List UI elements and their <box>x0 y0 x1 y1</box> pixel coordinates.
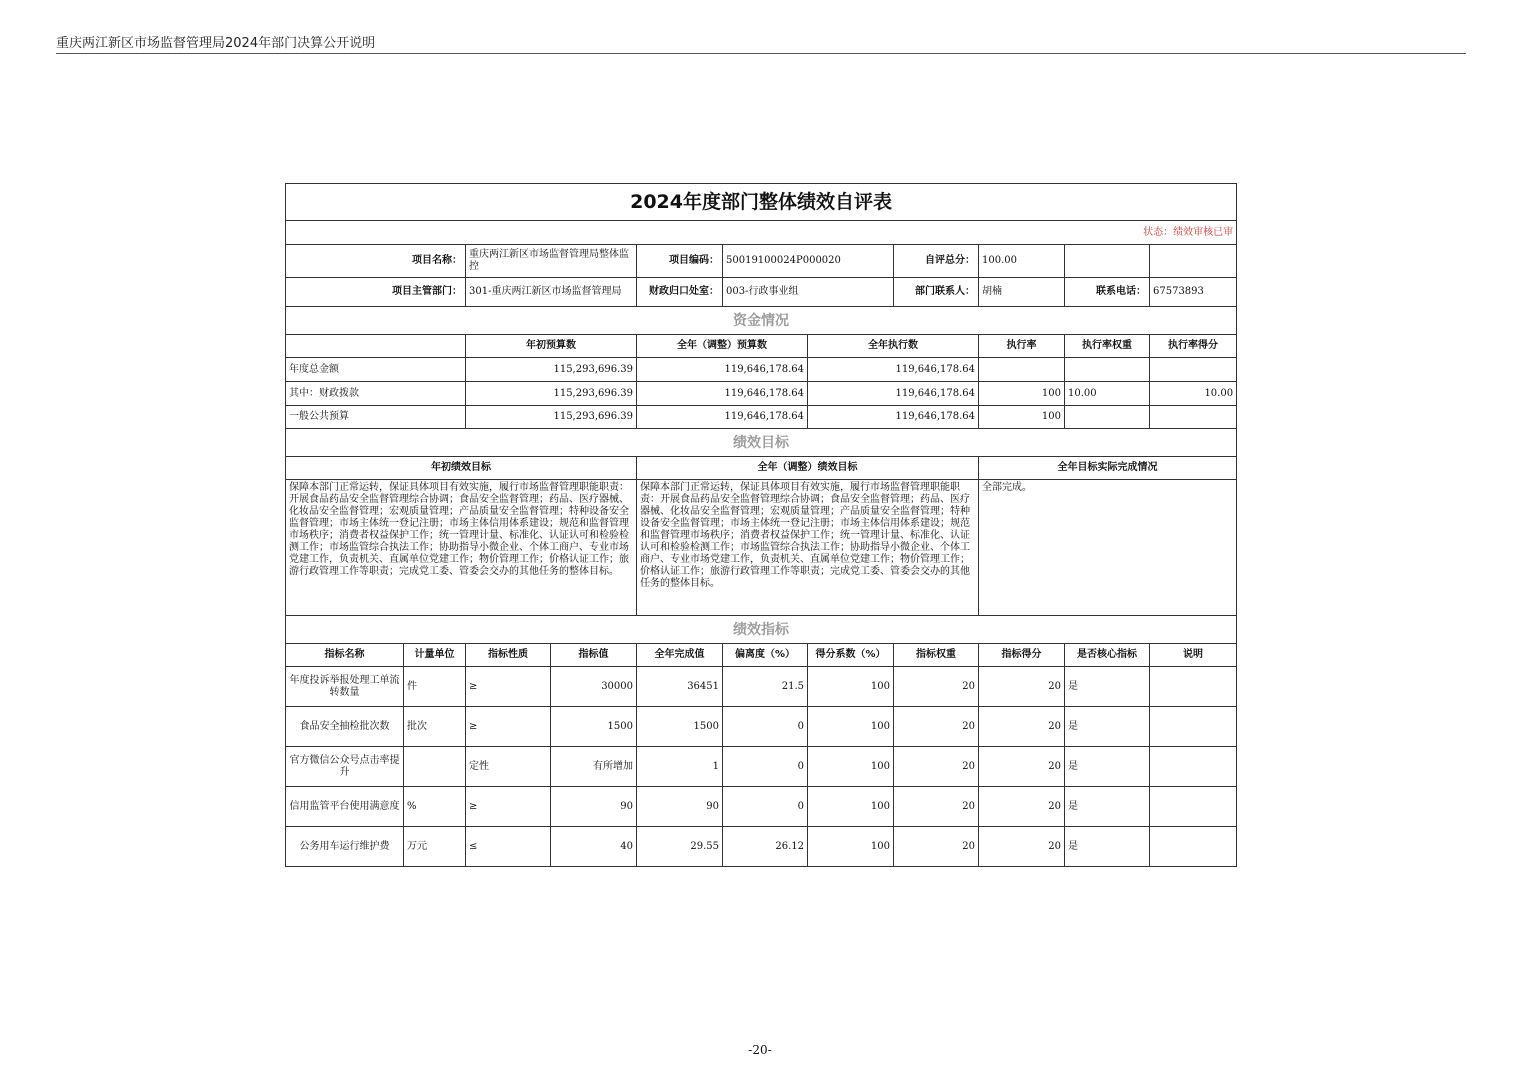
indicator-core: 是 <box>1065 707 1150 747</box>
funds-cell: 115,293,696.39 <box>466 406 637 429</box>
funds-cell <box>1065 406 1150 429</box>
self-score-label: 自评总分： <box>894 245 979 278</box>
project-name-label: 项目名称： <box>286 245 466 278</box>
indicator-weight: 20 <box>894 787 979 827</box>
form-title: 2024年度部门整体绩效自评表 <box>286 184 1237 221</box>
indicator-row <box>286 747 1237 787</box>
goals-header: 全年目标实际完成情况 <box>979 457 1237 480</box>
indicator-header: 是否核心指标 <box>1065 644 1150 667</box>
status-badge: 状态：绩效审核已审 <box>286 221 1237 245</box>
indicator-core: 是 <box>1065 787 1150 827</box>
indicator-actual: 36451 <box>637 667 723 707</box>
indicator-header: 得分系数（%） <box>808 644 894 667</box>
indicator-header: 指标值 <box>551 644 637 667</box>
funds-header: 全年（调整）预算数 <box>637 335 808 358</box>
indicators-section-title: 绩效指标 <box>286 616 1237 644</box>
indicator-deviation: 0 <box>723 707 808 747</box>
project-code-value: 50019100024P000020 <box>723 245 894 278</box>
funds-header: 执行率 <box>979 335 1065 358</box>
indicator-score: 20 <box>979 747 1065 787</box>
page-header: 重庆两江新区市场监督管理局2024年部门决算公开说明 <box>56 36 376 51</box>
indicator-header: 指标权重 <box>894 644 979 667</box>
indicator-target: 40 <box>551 827 637 867</box>
funds-cell: 年度总金额 <box>286 358 466 382</box>
indicator-unit: 批次 <box>404 707 466 747</box>
phone-label: 联系电话： <box>1065 278 1150 307</box>
funds-cell: 119,646,178.64 <box>637 382 808 406</box>
indicator-core: 是 <box>1065 827 1150 867</box>
indicator-coefficient: 100 <box>808 707 894 747</box>
adjusted-goal-text: 保障本部门正常运转，保证具体项目有效实施，履行市场监督管理职能职责：开展食品药品安全监督管理综合协调；食品安全监督管理；药品、医疗器械、化妆品安全监督管理；宏观质量管理；产品质量安全监督管理；特种设备安全监督管理；市场主体统一登记注册；市场主体信用体系建设；规范和监督管理市场秩序；消费者权益保护工作；统一管理计量、标准化、认证认可和检验检测工作；市场监管综合执法工作；协助指导小微企业、个体工商户、专业市场党建工作，负责机关、直属单位党建工作；物价管理工作；价格认证工作；旅游行政管理工作等职责；完成党工委、管委会交办的其他任务的整体目标。 <box>637 480 979 616</box>
funds-cell: 10.00 <box>1065 382 1150 406</box>
indicator-note <box>1150 707 1237 747</box>
indicator-row <box>286 707 1237 747</box>
indicator-nature: ≥ <box>466 787 551 827</box>
funds-row <box>286 358 1237 382</box>
funds-cell: 119,646,178.64 <box>808 406 979 429</box>
empty-cell <box>1150 245 1237 278</box>
indicator-header: 指标得分 <box>979 644 1065 667</box>
indicator-coefficient: 100 <box>808 787 894 827</box>
indicator-row <box>286 827 1237 867</box>
funds-cell: 10.00 <box>1150 382 1237 406</box>
indicator-score: 20 <box>979 707 1065 747</box>
funds-cell: 一般公共预算 <box>286 406 466 429</box>
indicator-unit: 件 <box>404 667 466 707</box>
indicator-weight: 20 <box>894 707 979 747</box>
indicator-target: 1500 <box>551 707 637 747</box>
indicator-name: 食品安全抽检批次数 <box>286 707 404 747</box>
indicator-weight: 20 <box>894 827 979 867</box>
indicator-unit: 万元 <box>404 827 466 867</box>
indicator-score: 20 <box>979 827 1065 867</box>
finance-office-value: 003-行政事业组 <box>723 278 894 307</box>
indicator-actual: 1 <box>637 747 723 787</box>
actual-completion-text: 全部完成。 <box>979 480 1237 616</box>
indicator-nature: ≥ <box>466 667 551 707</box>
indicator-core: 是 <box>1065 747 1150 787</box>
indicator-coefficient: 100 <box>808 667 894 707</box>
indicator-unit <box>404 747 466 787</box>
indicator-header: 偏离度（%） <box>723 644 808 667</box>
indicator-note <box>1150 747 1237 787</box>
indicator-unit: % <box>404 787 466 827</box>
indicator-score: 20 <box>979 787 1065 827</box>
funds-cell: 115,293,696.39 <box>466 382 637 406</box>
project-name-value: 重庆两江新区市场监督管理局整体监控 <box>466 245 637 278</box>
funds-cell: 119,646,178.64 <box>808 358 979 382</box>
funds-row <box>286 406 1237 429</box>
funds-cell <box>1150 358 1237 382</box>
indicator-target: 30000 <box>551 667 637 707</box>
project-code-label: 项目编码： <box>637 245 723 278</box>
indicator-header: 指标性质 <box>466 644 551 667</box>
funds-header: 执行率得分 <box>1150 335 1237 358</box>
dept-value: 301-重庆两江新区市场监督管理局 <box>466 278 637 307</box>
funds-header: 年初预算数 <box>466 335 637 358</box>
indicator-name: 官方微信公众号点击率提升 <box>286 747 404 787</box>
indicator-note <box>1150 787 1237 827</box>
header-rule <box>56 53 1466 54</box>
funds-cell <box>1150 406 1237 429</box>
funds-cell: 119,646,178.64 <box>637 358 808 382</box>
indicator-header: 说明 <box>1150 644 1237 667</box>
indicator-name: 公务用车运行维护费 <box>286 827 404 867</box>
indicator-target: 90 <box>551 787 637 827</box>
funds-cell: 100 <box>979 382 1065 406</box>
indicator-coefficient: 100 <box>808 827 894 867</box>
indicator-note <box>1150 667 1237 707</box>
indicator-name: 年度投诉举报处理工单流转数量 <box>286 667 404 707</box>
indicator-nature: 定性 <box>466 747 551 787</box>
indicator-weight: 20 <box>894 667 979 707</box>
indicator-header: 计量单位 <box>404 644 466 667</box>
indicator-actual: 29.55 <box>637 827 723 867</box>
performance-table <box>285 183 1237 867</box>
dept-label: 项目主管部门： <box>286 278 466 307</box>
indicator-name: 信用监管平台使用满意度 <box>286 787 404 827</box>
indicator-actual: 1500 <box>637 707 723 747</box>
initial-goal-text: 保障本部门正常运转，保证具体项目有效实施，履行市场监督管理职能职责：开展食品药品安全监督管理综合协调；食品安全监督管理；药品、医疗器械、化妆品安全监督管理；宏观质量管理；产品质量安全监督管理；特种设备安全监督管理；市场主体统一登记注册；市场主体信用体系建设；规范和监督管理市场秩序；消费者权益保护工作；统一管理计量、标准化、认证认可和检验检测工作；市场监管综合执法工作；协助指导小微企业、个体工商户、专业市场党建工作，负责机关、直属单位党建工作；物价管理工作；价格认证工作；旅游行政管理工作等职责；完成党工委、管委会交办的其他任务的整体目标。 <box>286 480 637 616</box>
funds-header: 执行率权重 <box>1065 335 1150 358</box>
indicator-score: 20 <box>979 667 1065 707</box>
indicator-note <box>1150 827 1237 867</box>
funds-header: 全年执行数 <box>808 335 979 358</box>
goals-section-title: 绩效目标 <box>286 429 1237 457</box>
indicator-target: 有所增加 <box>551 747 637 787</box>
indicator-weight: 20 <box>894 747 979 787</box>
indicator-row <box>286 787 1237 827</box>
funds-cell: 119,646,178.64 <box>637 406 808 429</box>
page-number: -20- <box>748 1043 772 1057</box>
funds-cell <box>979 358 1065 382</box>
goals-header: 全年（调整）绩效目标 <box>637 457 979 480</box>
indicator-nature: ≥ <box>466 707 551 747</box>
contact-label: 部门联系人： <box>894 278 979 307</box>
indicator-actual: 90 <box>637 787 723 827</box>
funds-cell <box>1065 358 1150 382</box>
finance-office-label: 财政归口处室： <box>637 278 723 307</box>
indicator-deviation: 26.12 <box>723 827 808 867</box>
contact-value: 胡楠 <box>979 278 1065 307</box>
funds-section-title: 资金情况 <box>286 307 1237 335</box>
funds-cell: 119,646,178.64 <box>808 382 979 406</box>
indicator-deviation: 21.5 <box>723 667 808 707</box>
indicator-core: 是 <box>1065 667 1150 707</box>
empty-cell <box>1065 245 1150 278</box>
indicator-deviation: 0 <box>723 747 808 787</box>
funds-header <box>286 335 466 358</box>
indicator-header: 指标名称 <box>286 644 404 667</box>
phone-value: 67573893 <box>1150 278 1237 307</box>
goals-header: 年初绩效目标 <box>286 457 637 480</box>
funds-cell: 其中：财政拨款 <box>286 382 466 406</box>
funds-row <box>286 382 1237 406</box>
self-score-value: 100.00 <box>979 245 1065 278</box>
indicator-deviation: 0 <box>723 787 808 827</box>
indicator-row <box>286 667 1237 707</box>
funds-cell: 100 <box>979 406 1065 429</box>
indicator-header: 全年完成值 <box>637 644 723 667</box>
funds-cell: 115,293,696.39 <box>466 358 637 382</box>
indicator-nature: ≤ <box>466 827 551 867</box>
indicator-coefficient: 100 <box>808 747 894 787</box>
